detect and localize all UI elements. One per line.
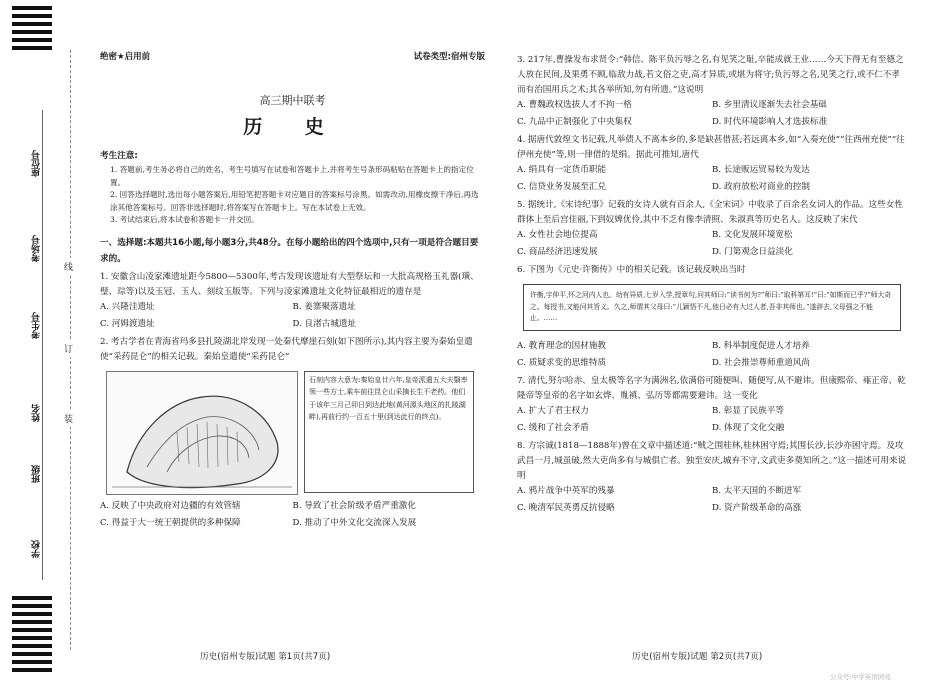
- option-c: C. 信贷业务发展至汇兑: [517, 182, 607, 192]
- question-4: [517, 133, 907, 195]
- quote-box: 许衡,字仲平,怀之河内人也。幼有异质,七岁入学,授章句,问其师曰:“读书何为?”师曰:“取科第耳!”曰:“如斯而已乎?”师大奇之。每授书,又能问其旨义。久之,师谓其父母曰:“儿颖悟不凡,他日必有大过人者,吾非其师也。”遂辞去,父母强之不能止。……: [523, 284, 901, 331]
- option-d: D. 政府放松对商业的控制: [712, 182, 810, 192]
- question-stem: 3. 217年,曹操发布求贤令:“韩信、陈平负污辱之名,有见笑之耻,卒能成就王业……今天下得无有至德之人放在民间,及果勇不顾,临敌力战,若文俗之吏,高才异质,或堪为将守;负污辱之名,见笑之行,或不仁不孝而有治国用兵之术;其各举所知,勿有所遗。”这说明: [517, 55, 904, 95]
- options: [517, 339, 907, 371]
- options: [517, 163, 907, 195]
- option-a: A. 扩大了君主权力: [517, 405, 589, 416]
- bottom-stripes: [12, 596, 52, 676]
- question-stem: 2. 考古学者在青海省玛多县扎陵湖北岸发现一处秦代摩崖石刻(如下图所示),其内容主要为秦始皇遣使“采药昆仑”的相关记载。秦始皇遣使“采药昆仑”: [100, 336, 473, 362]
- page-1-footer: 历史(宿州专版)试题 第1页(共7页): [200, 652, 331, 662]
- option-b: B. 导致了社会阶级矛盾严重激化: [292, 500, 416, 511]
- option-c: C. 晚清军民英勇反抗侵略: [517, 502, 615, 513]
- option-d: D. 良渚古城遗址: [292, 318, 357, 329]
- option-c: C. 商品经济迅速发展: [517, 247, 598, 257]
- question-2: [100, 335, 485, 531]
- question-5: [517, 198, 907, 260]
- options: [100, 499, 485, 531]
- question-6: [517, 263, 907, 371]
- option-a: A. 绢具有一定货币职能: [517, 165, 607, 175]
- question-stem: 4. 据唐代敦煌文书记载,凡举债人不离本乡的,多是缺甚借甚;若远离本乡,如“入奏充使”“往西州充使”“往伊州充使”等,则一律借的是绢。据此可推知,唐代: [517, 135, 905, 160]
- option-a: A. 女性社会地位提高: [517, 230, 598, 240]
- question-7: [517, 374, 907, 436]
- option-a: A. 兴隆洼遗址: [100, 301, 155, 312]
- subject-title: 历 史: [243, 116, 342, 138]
- option-c: C. 九品中正制强化了中央集权: [517, 117, 632, 127]
- option-c: C. 质疑求变的思维特质: [517, 357, 607, 368]
- paper-type: 试卷类型:宿州专版: [413, 52, 485, 62]
- rock-inscription-figure: [106, 371, 485, 493]
- rock-inscription-image: [106, 371, 298, 495]
- class-label: 班级: [32, 465, 42, 483]
- option-b: B. 科举制度促进人才培养: [712, 340, 810, 351]
- option-b: B. 太平天国的不断进军: [712, 485, 802, 496]
- option-c: C. 河姆渡遗址: [100, 318, 155, 329]
- question-stem: 8. 方宗诚(1818—1888年)曾在文章中描述道:“贼之围桂林,桂林困守焉;其围长沙,长沙亦困守焉。及攻武昌一月,城虽破,然大吏尚多有与城俱亡者。独至安庆,城弃不守,文武吏多奠知所之。”这一描述可用来说明: [517, 440, 907, 481]
- option-d: D. 资产阶级革命的高涨: [712, 502, 802, 513]
- options: [517, 484, 907, 516]
- binding-rule: [42, 110, 43, 580]
- notice-item: 2. 回答选择题时,选出每小题答案后,用铅笔把答题卡对应题目的答案标号涂黑。如需改动,用橡皮擦干净后,再选涂其他答案标号。回答非选择题时,将答案写在答题卡上。写在本试卷上无效。: [110, 190, 479, 212]
- bind-char-pack: 装: [64, 410, 73, 427]
- notice-item: 1. 答题前,考生务必将自己的姓名、考生号填写在试卷和答题卡上,并将考生号条形码粘贴在答题卡上的指定位置。: [110, 165, 474, 187]
- question-1: [100, 270, 485, 332]
- question-stem: 7. 清代,努尔哈赤、皇太极等名字为满洲名,依满俗可随便叫、随便写,从不避讳。但康熙帝、雍正帝、乾隆帝等皇帝的名字如玄烨、胤禛、弘历等都需要避讳。这一变化: [517, 375, 906, 401]
- notice-item: 3. 考试结束后,将本试卷和答题卡一并交回。: [110, 215, 259, 224]
- option-b: B. 乡里清议逐渐失去社会基础: [712, 100, 827, 110]
- page-header: [100, 50, 485, 65]
- option-d: D. 体现了文化交融: [712, 422, 785, 433]
- page-1: [100, 50, 485, 531]
- notice-list: [110, 164, 485, 227]
- option-b: B. 彰显了民族平等: [712, 405, 784, 416]
- option-a: A. 反映了中央政府对边疆的有效管辖: [100, 500, 241, 511]
- option-b: B. 姜寨聚落遗址: [292, 301, 356, 312]
- option-d: D. 推动了中外文化交流深入发展: [292, 517, 417, 528]
- confidential-mark: 绝密★启用前: [100, 52, 151, 62]
- school-label: 学校: [32, 540, 42, 558]
- option-b: B. 长途贩运贸易较为发达: [712, 165, 810, 175]
- option-a: A. 曹魏政权选拔人才不拘一格: [517, 100, 632, 110]
- question-8: [517, 439, 907, 516]
- option-d: D. 时代环境影响人才选拔标准: [712, 117, 828, 127]
- candidate-label: 考生号: [32, 312, 42, 339]
- options: [517, 228, 907, 260]
- bind-char-line: 线: [64, 258, 73, 275]
- question-stem: 1. 安徽含山凌家滩遗址距今5800—5300年,考古发现该遗址有大型祭坛和一大批高规格玉礼器(璜、璧、琮等)以及玉冠、玉人、刻纹玉版等。下列与凌家滩遗址文化特征最相近的遗存是: [100, 271, 479, 297]
- watermark: 公众号:中学英语园苑: [830, 673, 891, 681]
- option-d: D. 门第观念日益淡化: [712, 247, 793, 257]
- option-c: C. 得益于大一统王朝提供的多种保障: [100, 517, 241, 528]
- question-3: [517, 53, 907, 130]
- top-stripes: [12, 6, 52, 54]
- name-label: 姓名: [32, 404, 42, 422]
- options: [517, 98, 907, 130]
- inscription-caption: 石刻内容大意为:秦始皇廿六年,皇帝派遣五大夫翳率领一些方士,乘车前往昆仑山采摘长生不老药。他们于该年三月己卯日到达此地(黄河源头地区的扎陵湖畔),再前行约一百五十里(到达此行的终点)。: [304, 371, 474, 493]
- option-a: A. 鸦片战争中英军的残暴: [517, 485, 615, 496]
- page-2: [517, 50, 907, 516]
- option-d: D. 社会推崇尊师重道风尚: [712, 357, 810, 368]
- options: [100, 300, 485, 332]
- exam-title: 高三期中联考: [259, 94, 326, 107]
- bind-char-order: 订: [64, 340, 73, 357]
- binding-strip: [0, 0, 88, 688]
- section-heading: 一、选择题:本题共16小题,每小题3分,共48分。在每小题给出的四个选项中,只有一项是符合题目要求的。: [100, 237, 479, 264]
- option-c: C. 缓和了社会矛盾: [517, 422, 589, 433]
- question-stem: 5. 据统计,《宋诗纪事》记载的女诗人就有百余人,《全宋词》中收录了百余名女词人的作品。这些女性群体上至后宫佳丽,下到奴婢优伶,其中不乏有像李清照、朱淑真等历史名人。这反映了宋代: [517, 200, 903, 225]
- options: [517, 404, 907, 436]
- option-b: B. 文化发展环境宽松: [712, 230, 793, 240]
- notice-heading: 考生注意:: [100, 151, 138, 161]
- option-a: A. 教育理念的因材施教: [517, 340, 607, 351]
- seat-label: 座位号: [32, 150, 42, 177]
- page-2-footer: 历史(宿州专版)试题 第2页(共7页): [632, 652, 763, 662]
- room-label: 考场号: [32, 235, 42, 262]
- question-stem: 6. 下图为《元史·许衡传》中的相关记载。该记载反映出当时: [517, 265, 746, 275]
